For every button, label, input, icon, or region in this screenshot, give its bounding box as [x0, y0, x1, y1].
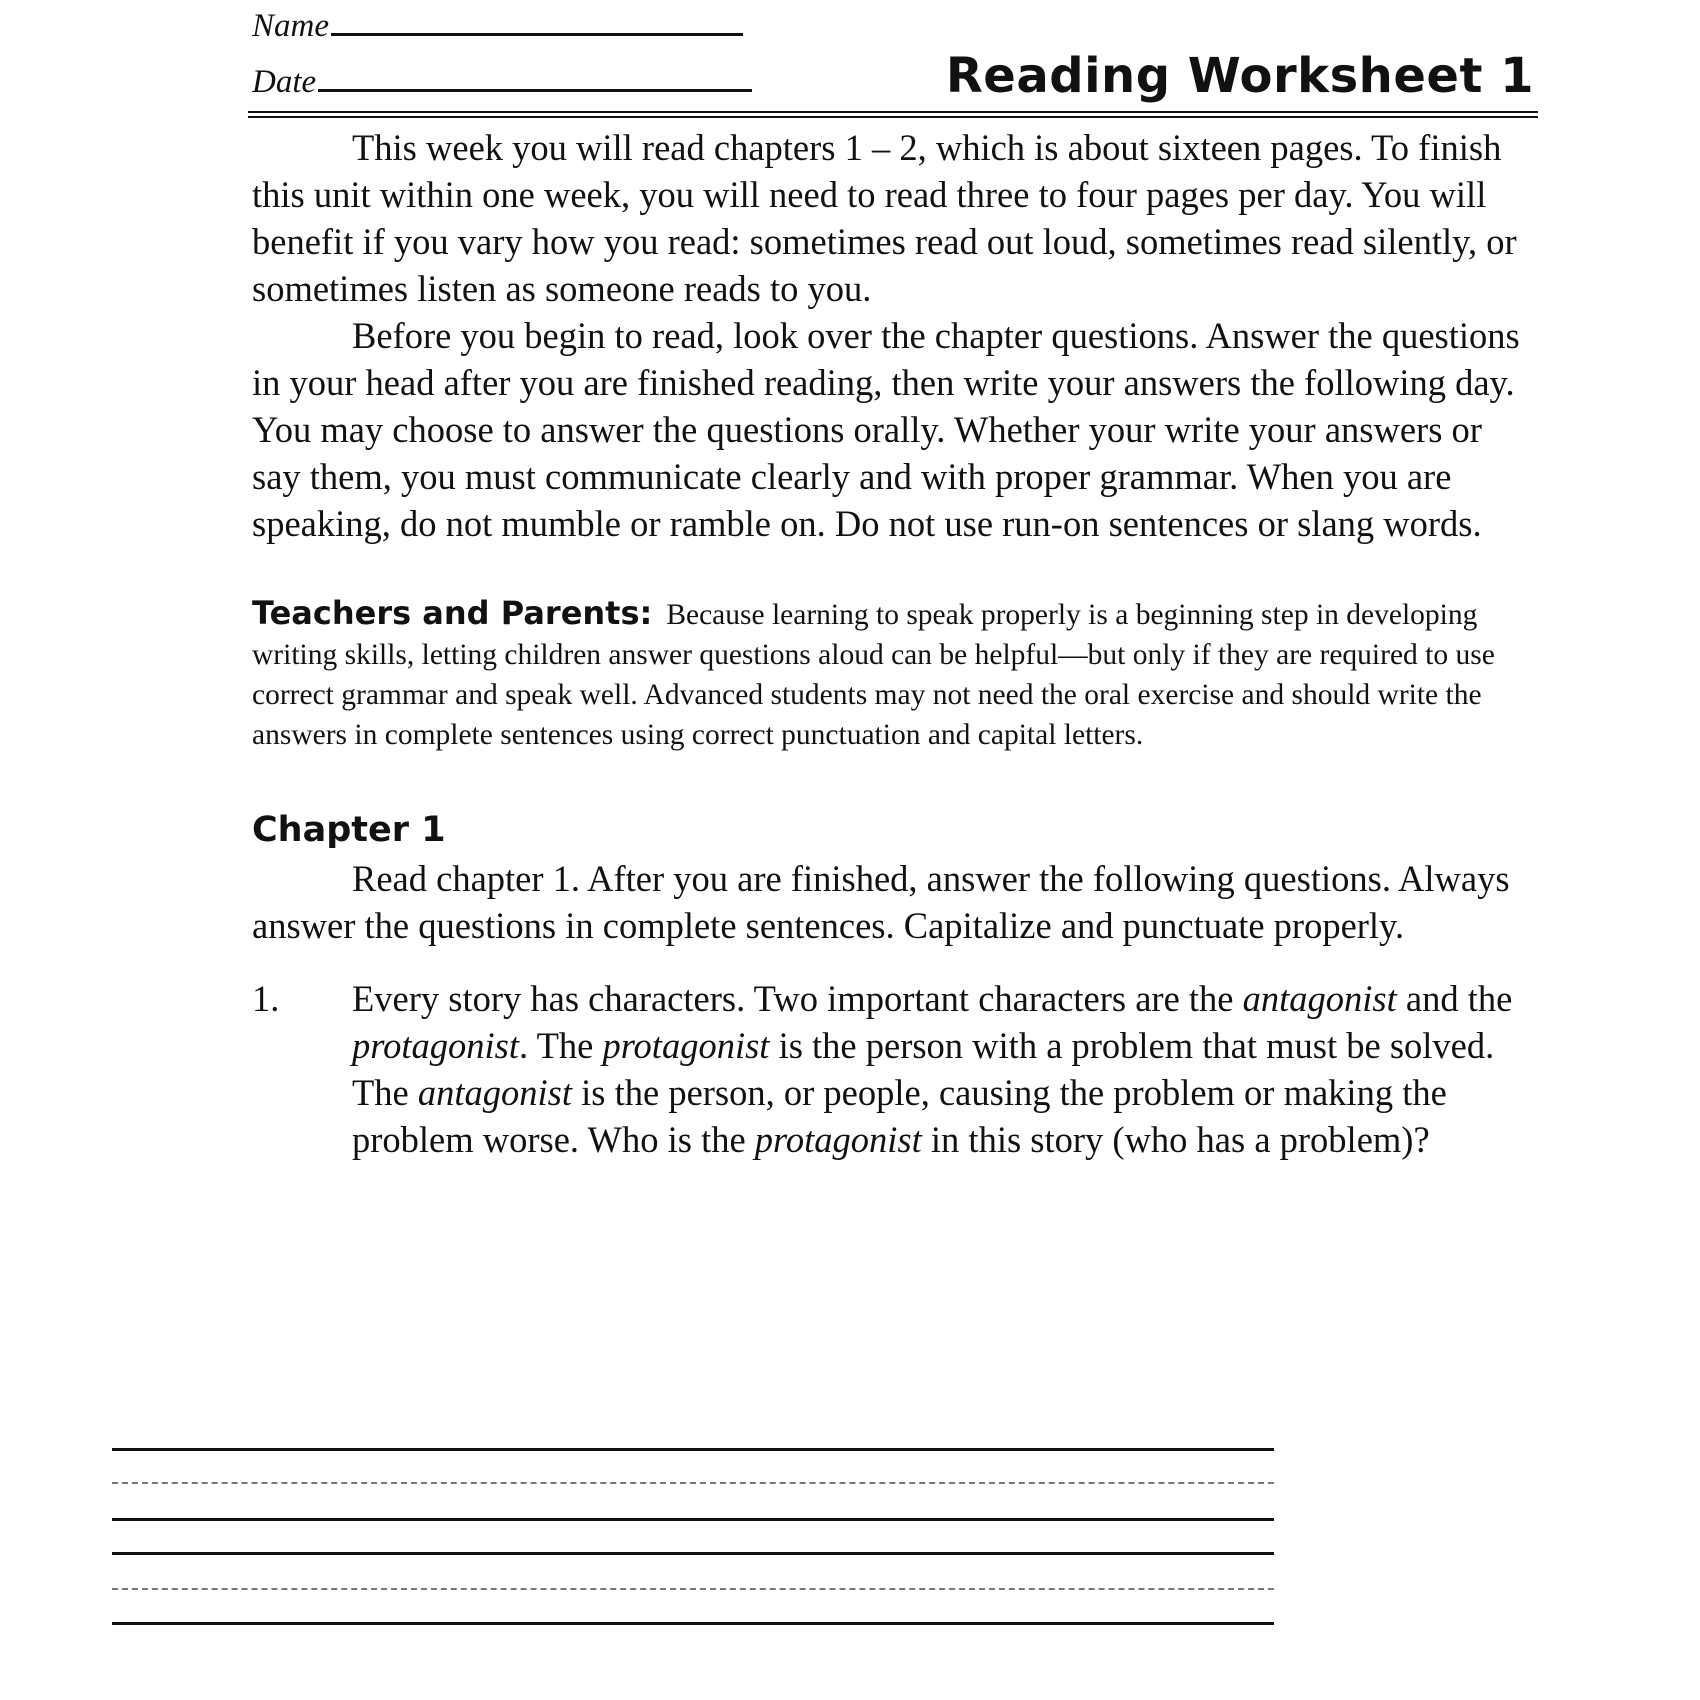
teachers-note-label: Teachers and Parents: — [252, 594, 653, 632]
date-blank-line[interactable] — [318, 89, 752, 92]
question-1 — [252, 975, 1534, 1163]
question-text-part: and the — [1396, 978, 1513, 1019]
answer-line-solid[interactable] — [112, 1518, 1274, 1521]
question-text — [352, 975, 1534, 1163]
answer-line-solid[interactable] — [112, 1552, 1274, 1555]
question-text-part: is the person, or people, causing the problem or making the problem worse. Who is the — [352, 1072, 1447, 1160]
name-label: Name — [252, 8, 329, 44]
question-number: 1. — [252, 978, 280, 1019]
term-antagonist: antagonist — [1242, 978, 1397, 1019]
teachers-note-text: Because learning to speak properly is a beginning step in developing writing skills, letting children answer questions aloud can be helpful—but only if they are required to use correct grammar and speak well. Advanced students may not need the oral exercise and should write the answers in complete sentences using correct punctuation and capital letters. — [252, 599, 1495, 751]
term-protagonist: protagonist — [352, 1025, 519, 1066]
date-label: Date — [252, 64, 317, 100]
worksheet-header — [252, 0, 1534, 118]
date-field[interactable] — [252, 64, 752, 101]
term-protagonist: protagonist — [754, 1119, 922, 1160]
intro-paragraph-2: Before you begin to read, look over the chapter questions. Answer the questions in your head after you are finished reading, then write your answers the following day. You may choose to answer the questions orally. Whether your write your answers or say them, you must communicate clearly and with proper grammar. When you are speaking, do not mumble or ramble on. Do not use run-on sentences or slang words. — [252, 315, 1520, 544]
answer-line-solid[interactable] — [112, 1448, 1274, 1451]
answer-line-dashed — [112, 1482, 1274, 1484]
name-blank-line[interactable] — [331, 33, 743, 36]
answer-line-dashed — [112, 1588, 1274, 1590]
teachers-note — [252, 593, 1534, 755]
answer-line-solid[interactable] — [112, 1622, 1274, 1625]
page-title: Reading Worksheet 1 — [945, 48, 1534, 104]
question-text-part: Every story has characters. Two important characters are the — [352, 978, 1243, 1019]
header-divider — [248, 111, 1538, 118]
chapter-heading: Chapter 1 — [252, 810, 446, 850]
chapter-instructions: Read chapter 1. After you are finished, answer the following questions. Always answer the questions in complete sentences. Capitalize and punctuate properly. — [252, 858, 1510, 946]
name-field[interactable] — [252, 8, 743, 45]
worksheet-page — [252, 0, 1534, 1163]
term-antagonist: antagonist — [417, 1072, 573, 1113]
intro-paragraph-1: This week you will read chapters 1 – 2, which is about sixteen pages. To finish this unit within one week, you will need to read three to four pages per day. You will benefit if you vary how you read: sometimes read out loud, sometimes read silently, or sometimes listen as someone reads to you. — [252, 127, 1517, 309]
term-protagonist: protagonist — [602, 1025, 770, 1066]
question-text-part: is the person with a problem that must be solved. The — [352, 1025, 1495, 1113]
question-text-part: in this story (who has a problem)? — [921, 1119, 1430, 1160]
question-text-part: . The — [518, 1025, 603, 1066]
